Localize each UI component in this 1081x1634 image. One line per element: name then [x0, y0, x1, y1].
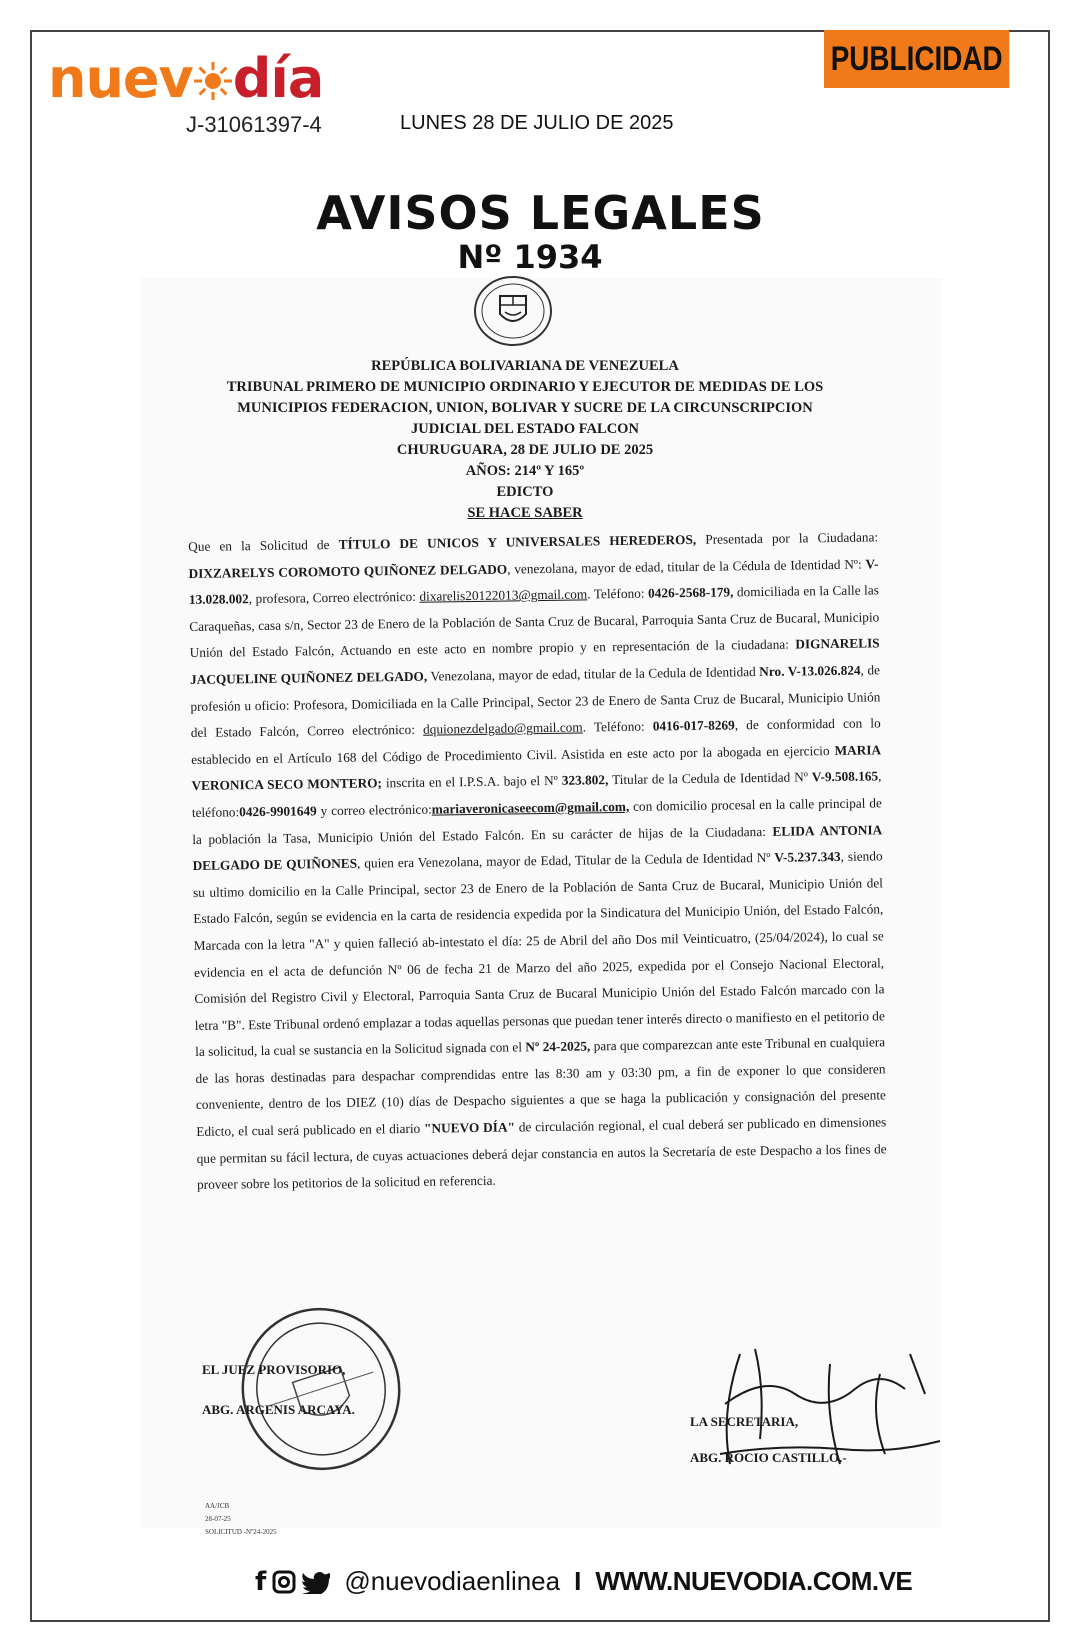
secretary-name: ABG. ROCIO CASTILLO.-: [690, 1450, 847, 1465]
body-text-segment: Venezolana, mayor de edad, titular de la Cedula de Identidad: [427, 664, 760, 684]
body-text-segment: MARIA VERONICA SECO MONTERO;: [191, 742, 882, 794]
section-title: AVISOS LEGALES: [316, 186, 765, 240]
body-text-segment: mariaveronicaseecom@gmail.com,: [431, 798, 630, 817]
secretary-signature-block: [690, 1404, 847, 1476]
se-hace-saber-heading: SE HACE SABER: [467, 505, 583, 521]
header-line: AÑOS: 214º Y 165º: [465, 463, 585, 479]
judge-signature-block: [202, 1350, 355, 1430]
body-text-segment: ELIDA ANTONIA DELGADO DE QUIÑONES: [192, 821, 883, 874]
body-text-segment: de circulación regional, el cual deberá ser publicado en dimensiones que permitan su fácil lectura, de cuyas actuaciones deberá dejar constancia en autos la Secretaría de este Despacho a los fines de proveer sobre los petitorios de la solicitud en referencia.: [196, 1114, 887, 1193]
body-text-segment: Que en la Solicitud de: [188, 536, 339, 554]
website-link[interactable]: WWW.NUEVODIA.COM.VE: [595, 1566, 913, 1596]
header-line: EDICTO: [496, 484, 554, 500]
facebook-icon[interactable]: f: [255, 1566, 267, 1597]
body-text-segment: , de conformidad con lo establecido en el Artículo 168 del Código de Procedimiento Civil. Asistida en este acto por la abogada en ejercicio: [191, 715, 881, 767]
social-handle[interactable]: @nuevodiaenlinea: [344, 1566, 561, 1596]
publication-date: LUNES 28 DE JULIO DE 2025: [400, 112, 674, 134]
body-text-segment: Nro. V-13.026.824: [759, 662, 861, 680]
edict-header: [180, 356, 870, 524]
edict-body: [188, 524, 887, 1198]
body-text-segment: TÍTULO DE UNICOS Y UNIVERSALES HEREDEROS,: [338, 531, 697, 552]
body-text-segment: 0426-2568-179,: [647, 584, 734, 601]
notice-number: Nº 1934: [457, 238, 603, 276]
judge-name: ABG. ARGENIS ARCAYA.: [202, 1402, 355, 1417]
body-text-segment: DIXZARELYS COROMOTO QUIÑONEZ DELGADO: [188, 561, 508, 581]
reference-solicitud: SOLICITUD -Nº24-2025: [205, 1528, 277, 1536]
body-text-segment: DIGNARELIS JACQUELINE QUIÑONEZ DELGADO,: [189, 635, 880, 687]
body-text-segment: , venezolana, mayor de edad, titular de la Cédula de Identidad Nº:: [507, 556, 866, 577]
body-text-segment: domiciliada en la Calle las Caraqueñas, casa s/n, Sector 23 de Enero de la Población de Santa Cruz de Bucaral, Parroquia Santa Cruz de Bucaral, Municipio Unión del Estado Falcón, Actuando en este acto en nombre propio y en representación de la ciudadana:: [189, 582, 880, 661]
body-text-segment: "NUEVO DÍA": [424, 1119, 515, 1136]
footer-separator: I: [574, 1566, 582, 1596]
body-text-segment: 323.802,: [561, 772, 609, 789]
header-line: MUNICIPIOS FEDERACION, UNION, BOLIVAR Y SUCRE DE LA CIRCUNSCRIPCION: [237, 400, 813, 416]
body-text-segment: y correo electrónico:: [316, 801, 432, 819]
document-reference-note: [205, 1500, 277, 1539]
body-text-segment: para que comparezcan ante este Tribunal en cualquiera de las horas destinadas para despachar comprendidas entre las 8:30 am y 03:30 pm, a fin de exponer lo que consideren conveniente, dentro de los DIEZ (10) días de Despacho siguientes a que se haga la publicación y consignación del presente Edicto, el cual será publicado en el diario: [195, 1034, 887, 1140]
body-text-segment: V-9.508.165: [811, 768, 879, 785]
judge-title: EL JUEZ PROVISORIO,: [202, 1362, 346, 1377]
header-line: CHURUGUARA, 28 DE JULIO DE 2025: [396, 442, 654, 458]
body-text-segment: 0416-017-8269: [652, 717, 735, 734]
nuevodia-logo: nuev día: [48, 47, 324, 110]
body-text-segment: , siendo su ultimo domicilio en la Calle Principal, sector 23 de Enero de la Población de Santa Cruz de Bucaral, Municipio Unión del Estado Falcón, según se evidencia en la carta de residencia expedida por la Sindicatura del Municipio Unión, del Estado Falcón, Marcada con la letra "A" y quien falleció ab-intestato el día: 25 de Abril del año Dos mil Veinticuatro, (25/04/2024), lo cual se evidencia en el acta de defunción Nº 06 de fecha 21 de Marzo del año 2025, expedida por el Consejo Nacional Electoral, Comisión del Registro Civil y Electoral, Parroquia Santa Cruz de Bucaral Municipio Unión del Estado Falcón marcado con la letra "B". Este Tribunal ordenó emplazar a todas aquellas personas que puedan tener interés directo o manifiesto en el petitorio de la solicitud, la cual se sustancia en la Solicitud signada con el: [192, 848, 885, 1060]
body-text-segment: . Teléfono:: [587, 585, 649, 602]
body-text-segment: , profesora, Correo electrónico:: [248, 588, 420, 607]
body-text-segment: . Teléfono:: [582, 718, 653, 735]
twitter-icon[interactable]: [302, 1570, 330, 1594]
body-text-segment: Nº 24-2025,: [525, 1038, 591, 1055]
header-line: REPÚBLICA BOLIVARIANA DE VENEZUELA: [371, 358, 679, 374]
reference-date: 28-07-25: [205, 1515, 231, 1523]
reference-initials: AA/JCB: [205, 1502, 230, 1510]
body-text-segment: dquionezdelgado@gmail.com: [422, 719, 583, 737]
body-text-segment: V-5.237.343: [774, 849, 841, 865]
body-text-segment: , quien era Venezolana, mayor de Edad, Titular de la Cedula de Identidad Nº: [356, 849, 775, 871]
body-text-segment: Presentada por la Ciudadana:: [696, 529, 879, 547]
rif-number: J-31061397-4: [186, 112, 322, 137]
footer-social-bar: [255, 1566, 912, 1597]
body-text-segment: V-13.028.002: [188, 555, 879, 608]
body-text-segment: , teléfono:: [191, 768, 882, 820]
body-text-segment: inscrita en el I.P.S.A. bajo el Nº: [381, 773, 562, 791]
body-text-segment: con domicilio procesal en la calle principal de la población la Tasa, Municipio Unión del Estado Falcón. En su carácter de hijas de la Ciudadana:: [192, 795, 882, 847]
body-text-segment: dixarelis20122013@gmail.com: [419, 586, 588, 604]
instagram-icon[interactable]: [272, 1570, 296, 1594]
body-text-segment: 0426-9901649: [239, 803, 317, 820]
publicidad-tag: PUBLICIDAD: [824, 30, 1009, 88]
venezuela-coat-of-arms-icon: [472, 274, 554, 348]
body-text-segment: , de profesión u oficio: Profesora, Domiciliada en la Calle Principal, Sector 23 de Enero de Santa Cruz de Bucaral, Municipio Unión del Estado Falcón, Correo electrónico:: [190, 662, 881, 741]
header-line: TRIBUNAL PRIMERO DE MUNICIPIO ORDINARIO Y EJECUTOR DE MEDIDAS DE LOS: [226, 379, 824, 395]
header-line: JUDICIAL DEL ESTADO FALCON: [411, 421, 639, 437]
body-text-segment: Titular de la Cedula de Identidad Nº: [608, 769, 812, 788]
sun-logo-icon: [193, 61, 233, 101]
secretary-title: LA SECRETARIA,: [690, 1414, 799, 1429]
